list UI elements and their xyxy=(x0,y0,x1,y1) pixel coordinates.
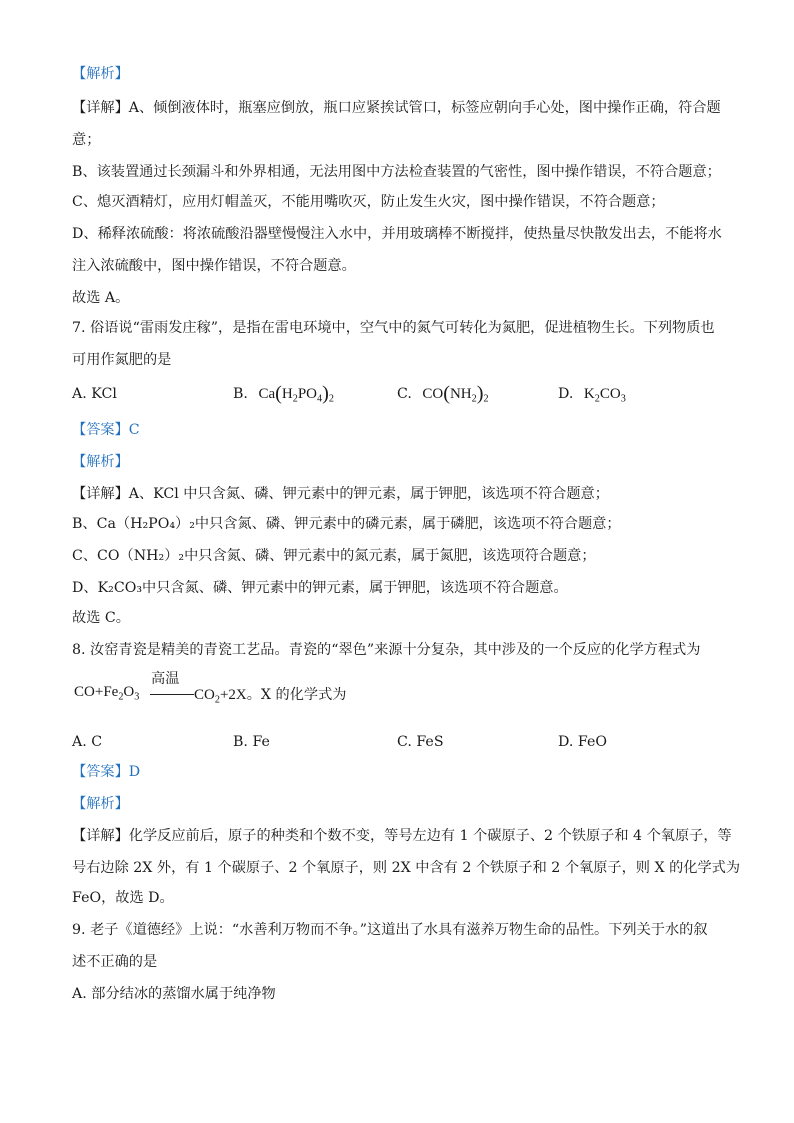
formula-part: + xyxy=(94,684,104,700)
formula-subscript: 3 xyxy=(620,393,626,405)
question-7-stem: 可用作氮肥的是 xyxy=(72,352,172,368)
formula-part: NH xyxy=(449,386,472,402)
q7-option-d xyxy=(558,384,626,404)
explanation-line: FeO，故选 D。 xyxy=(72,890,174,906)
question-9-stem: 9. 老子《道德经》上说：“水善利万物而不争。”这道出了水具有滋养万物生命的品性。下列关于水的叙 xyxy=(72,922,708,938)
question-7-stem: 7. 俗语说“雷雨发庄稼”，是指在雷电环境中，空气中的氮气可转化为氮肥，促进植物生长。下列物质也 xyxy=(72,320,715,336)
formula-part: CO xyxy=(599,386,621,402)
formula-part: CO xyxy=(422,386,444,402)
explanation-line: 【详解】A、倾倒液体时，瓶塞应倒放，瓶口应紧挨试管口，标签应朝向手心处，图中操作正确，符合题 xyxy=(72,100,721,116)
explanation-line: C、CO（NH₂）₂中只含氮、磷、钾元素中的氮元素，属于氮肥，该选项符合题意； xyxy=(72,548,596,564)
explanation-line: 故选 C。 xyxy=(72,610,130,626)
option-label: C. xyxy=(397,386,412,402)
reaction-arrow-bar xyxy=(150,694,194,695)
q9-option-a: A. 部分结冰的蒸馏水属于纯净物 xyxy=(72,986,276,1002)
q8-option-b: B. Fe xyxy=(233,734,270,750)
formula-part: PO xyxy=(297,386,317,402)
formula-subscript: 2 xyxy=(328,393,334,405)
equation-products xyxy=(194,684,346,704)
explanation-line: C、熄灭酒精灯，应用灯帽盖灭，不能用嘴吹灭，防止发生火灾，图中操作错误，不符合题意； xyxy=(72,194,665,210)
formula-subscript: 4 xyxy=(317,393,323,405)
option-label: B. xyxy=(233,386,248,402)
q8-option-a: A. C xyxy=(72,734,103,750)
formula-part: K xyxy=(583,386,595,402)
formula-part: +2X xyxy=(219,687,247,703)
formula-subscript: 2 xyxy=(483,393,489,405)
explanation-line: 号右边除 2X 外，有 1 个碳原子、2 个氧原子，则 2X 中含有 2 个铁原子和 2 个氧原子，则 X 的化学式为 xyxy=(72,860,741,876)
explanation-line: 【详解】化学反应前后，原子的种类和个数不变，等号左边有 1 个碳原子、2 个铁原子和 4 个氧原子，等 xyxy=(72,828,732,844)
q8-option-d: D. FeO xyxy=(558,734,607,750)
formula-subscript: 2 xyxy=(292,393,298,405)
analysis-tag: 【解析】 xyxy=(72,66,129,82)
explanation-line: B、该装置通过长颈漏斗和外界相通，无法用图中方法检查装置的气密性，图中操作错误，不符合题意； xyxy=(72,164,721,180)
option-label: D. xyxy=(558,386,574,402)
explanation-line: D、稀释浓硫酸：将浓硫酸沿器壁慢慢注入水中，并用玻璃棒不断搅拌，使热量尽快散发出去，不能将水 xyxy=(72,226,722,242)
formula: $Ca(H_2PO_4)_2$ xyxy=(258,382,334,405)
formula-subscript: 2 xyxy=(118,691,124,703)
q7-option-c xyxy=(397,384,489,404)
formula-subscript: 2 xyxy=(214,694,220,706)
formula-subscript: 2 xyxy=(471,393,477,405)
q7-option-b xyxy=(233,384,334,404)
answer-tag: 【答案】D xyxy=(72,764,141,780)
equation-reactants xyxy=(74,684,139,701)
analysis-tag: 【解析】 xyxy=(72,796,129,812)
q8-option-c: C. FeS xyxy=(397,734,444,750)
formula-subscript: 3 xyxy=(134,691,140,703)
question-8-stem: 8. 汝窑青瓷是精美的青瓷工艺品。青瓷的“翠色”来源十分复杂，其中涉及的一个反应的化学方程式为 xyxy=(72,642,701,658)
analysis-tag: 【解析】 xyxy=(72,454,129,470)
reaction-condition: 高温 xyxy=(151,671,180,687)
formula-part: CO xyxy=(194,687,215,703)
formula-part: CO xyxy=(74,684,95,700)
formula-part: O xyxy=(123,684,135,700)
explanation-line: 意； xyxy=(72,132,101,148)
question-9-stem: 述不正确的是 xyxy=(72,954,158,970)
explanation-line: B、Ca（H₂PO₄）₂中只含氮、磷、钾元素中的磷元素，属于磷肥，该选项不符合题意； xyxy=(72,516,621,532)
answer-tag: 【答案】C xyxy=(72,422,140,438)
formula-part: Fe xyxy=(103,684,119,700)
formula xyxy=(583,386,626,405)
formula: $CO(NH_2)_2$ xyxy=(422,382,489,405)
q7-option-a: A. KCl xyxy=(72,386,117,402)
formula-part: H xyxy=(281,386,293,402)
question-8-stem-tail: 。X 的化学式为 xyxy=(246,687,347,703)
explanation-line: 注入浓硫酸中，图中操作错误，不符合题意。 xyxy=(72,258,356,274)
formula-subscript: 2 xyxy=(594,393,600,405)
explanation-line: D、K₂CO₃中只含氮、磷、钾元素中的钾元素，属于钾肥，该选项不符合题意。 xyxy=(72,580,568,596)
formula-part: Ca xyxy=(258,386,276,402)
explanation-line: 【详解】A、KCl 中只含氮、磷、钾元素中的钾元素，属于钾肥，该选项不符合题意； xyxy=(72,486,609,502)
explanation-line: 故选 A。 xyxy=(72,290,130,306)
